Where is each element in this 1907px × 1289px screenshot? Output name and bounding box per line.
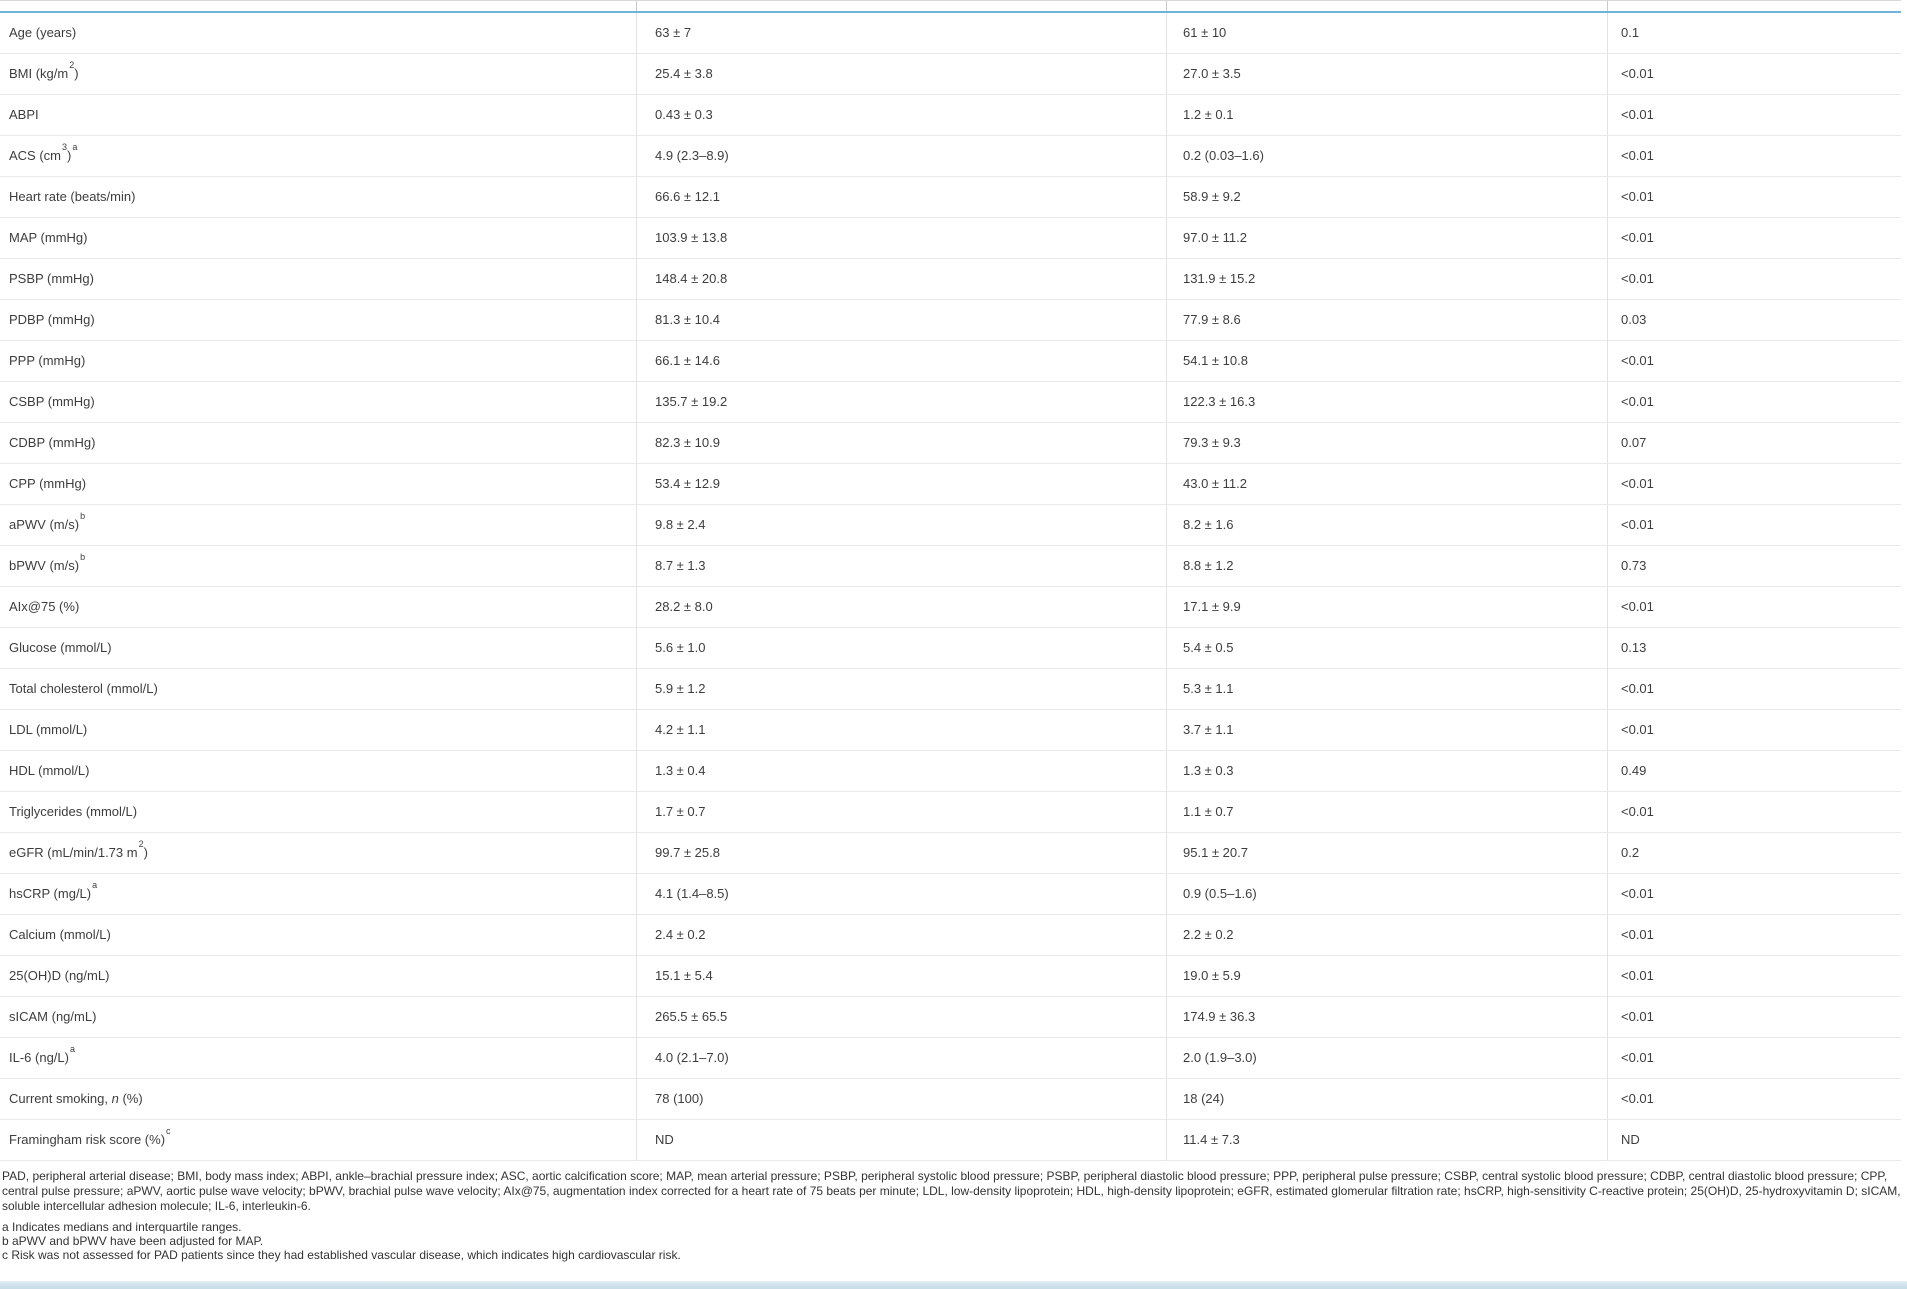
cell-variable-label: MAP (mmHg) [0, 218, 637, 259]
cell-pad-value: 4.2 ± 1.1 [637, 710, 1167, 751]
cell-pad-value: 25.4 ± 3.8 [637, 54, 1167, 95]
table-row [0, 546, 1901, 587]
table-row [0, 177, 1901, 218]
cell-p-value: 0.07 [1608, 423, 1901, 464]
footnote-a: a Indicates medians and interquartile ranges. [2, 1220, 242, 1234]
header-cell-control [1167, 1, 1608, 11]
cell-control-value: 58.9 ± 9.2 [1167, 177, 1608, 218]
table-row [0, 505, 1901, 546]
table-row [0, 956, 1901, 997]
table-row [0, 997, 1901, 1038]
cell-p-value: <0.01 [1608, 956, 1901, 997]
cell-control-value: 97.0 ± 11.2 [1167, 218, 1608, 259]
cell-pad-value: 5.9 ± 1.2 [637, 669, 1167, 710]
cell-variable-label: Current smoking, n (%) [0, 1079, 637, 1120]
cell-pad-value: 66.1 ± 14.6 [637, 341, 1167, 382]
cell-pad-value: 103.9 ± 13.8 [637, 218, 1167, 259]
table-row [0, 1079, 1901, 1120]
cell-control-value: 174.9 ± 36.3 [1167, 997, 1608, 1038]
table-row [0, 1038, 1901, 1079]
cell-variable-label: eGFR (mL/min/1.73 $m^2$) [0, 833, 637, 874]
table-row [0, 218, 1901, 259]
cell-pad-value: 9.8 ± 2.4 [637, 505, 1167, 546]
cell-pad-value: 99.7 ± 25.8 [637, 833, 1167, 874]
table-row [0, 300, 1901, 341]
table-row [0, 95, 1901, 136]
bottom-panel-edge [0, 1281, 1907, 1289]
cell-p-value: <0.01 [1608, 95, 1901, 136]
table-header-fragment [0, 0, 1901, 13]
cell-p-value: 0.49 [1608, 751, 1901, 792]
cell-pad-value: 4.0 (2.1–7.0) [637, 1038, 1167, 1079]
cell-pad-value: 1.3 ± 0.4 [637, 751, 1167, 792]
cell-pad-value: 148.4 ± 20.8 [637, 259, 1167, 300]
table-row [0, 710, 1901, 751]
cell-control-value: 19.0 ± 5.9 [1167, 956, 1608, 997]
cell-pad-value: 81.3 ± 10.4 [637, 300, 1167, 341]
table-row [0, 1120, 1901, 1161]
cell-control-value: 1.1 ± 0.7 [1167, 792, 1608, 833]
cell-variable-label: BMI $(kg/m^2)$ [0, 54, 637, 95]
table-row [0, 136, 1901, 177]
cell-p-value: <0.01 [1608, 587, 1901, 628]
cell-p-value: 0.03 [1608, 300, 1901, 341]
cell-p-value: <0.01 [1608, 874, 1901, 915]
cell-control-value: 131.9 ± 15.2 [1167, 259, 1608, 300]
table-row [0, 587, 1901, 628]
cell-control-value: 61 ± 10 [1167, 13, 1608, 54]
cell-pad-value: 265.5 ± 65.5 [637, 997, 1167, 1038]
header-cell-p [1608, 1, 1901, 11]
cell-control-value: 17.1 ± 9.9 [1167, 587, 1608, 628]
cell-p-value: <0.01 [1608, 915, 1901, 956]
cell-control-value: 43.0 ± 11.2 [1167, 464, 1608, 505]
cell-pad-value: 135.7 ± 19.2 [637, 382, 1167, 423]
cell-control-value: 27.0 ± 3.5 [1167, 54, 1608, 95]
cell-p-value: <0.01 [1608, 218, 1901, 259]
table-row [0, 669, 1901, 710]
cell-p-value: <0.01 [1608, 1079, 1901, 1120]
cell-pad-value: 82.3 ± 10.9 [637, 423, 1167, 464]
cell-variable-label: CDBP (mmHg) [0, 423, 637, 464]
cell-variable-label: bPWV $(m/s)^b$ [0, 546, 637, 587]
footnote-b: b aPWV and bPWV have been adjusted for MAP. [2, 1234, 264, 1248]
cell-variable-label: AIx@75 (%) [0, 587, 637, 628]
cell-variable-label: CPP (mmHg) [0, 464, 637, 505]
cell-variable-label: sICAM (ng/mL) [0, 997, 637, 1038]
table-row [0, 833, 1901, 874]
cell-p-value: 0.2 [1608, 833, 1901, 874]
abbreviations-note: PAD, peripheral arterial disease; BMI, body mass index; ABPI, ankle–brachial pressure index; ASC, aortic calcification score; MAP, mean arterial pressure; PSBP, peripheral systolic blood pressure; PSBP, peripheral diastolic blood pressure; PPP, peripheral pulse pressure; CSBP, central systolic blood pressure; CDBP, central diastolic blood pressure; CPP, central pulse pressure; aPWV, aortic pulse wave velocity; bPWV, brachial pulse wave velocity; AIx@75, augmentation index corrected for a heart rate of 75 beats per minute; LDL, low-density lipoprotein; HDL, high-density lipoprotein; eGFR, estimated glomerular filtration rate; hsCRP, high-sensitivity C-reactive protein; 25(OH)D, 25-hydroxyvitamin D; sICAM, soluble intercellular adhesion molecule; IL-6, interleukin-6. [2, 1169, 1901, 1213]
table-row [0, 628, 1901, 669]
cell-pad-value: 66.6 ± 12.1 [637, 177, 1167, 218]
cell-p-value: <0.01 [1608, 997, 1901, 1038]
cell-p-value: <0.01 [1608, 792, 1901, 833]
table-row [0, 915, 1901, 956]
cell-variable-label: Triglycerides (mmol/L) [0, 792, 637, 833]
footnote-c: c Risk was not assessed for PAD patients since they had established vascular disease, which indicates high cardiovascular risk. [2, 1248, 681, 1262]
cell-variable-label: CSBP (mmHg) [0, 382, 637, 423]
cell-control-value: 2.0 (1.9–3.0) [1167, 1038, 1608, 1079]
header-cell-variable [0, 1, 637, 11]
cell-pad-value: 4.1 (1.4–8.5) [637, 874, 1167, 915]
cell-pad-value: 4.9 (2.3–8.9) [637, 136, 1167, 177]
table-row [0, 423, 1901, 464]
cell-variable-label: ABPI [0, 95, 637, 136]
cell-control-value: 1.2 ± 0.1 [1167, 95, 1608, 136]
table-row [0, 54, 1901, 95]
cell-pad-value: 63 ± 7 [637, 13, 1167, 54]
cell-p-value: <0.01 [1608, 710, 1901, 751]
table-row [0, 382, 1901, 423]
cell-control-value: 5.4 ± 0.5 [1167, 628, 1608, 669]
cell-p-value: <0.01 [1608, 259, 1901, 300]
cell-control-value: 79.3 ± 9.3 [1167, 423, 1608, 464]
cell-variable-label: Total cholesterol (mmol/L) [0, 669, 637, 710]
cell-p-value: <0.01 [1608, 505, 1901, 546]
cell-variable-label: PSBP (mmHg) [0, 259, 637, 300]
cell-p-value: ND [1608, 1120, 1901, 1161]
cell-p-value: 0.73 [1608, 546, 1901, 587]
table-body [0, 13, 1901, 1161]
cell-variable-label: Calcium (mmol/L) [0, 915, 637, 956]
cell-pad-value: 15.1 ± 5.4 [637, 956, 1167, 997]
cell-variable-label: Age (years) [0, 13, 637, 54]
cell-control-value: 0.9 (0.5–1.6) [1167, 874, 1608, 915]
header-cell-pad [637, 1, 1167, 11]
cell-control-value: 0.2 (0.03–1.6) [1167, 136, 1608, 177]
cell-control-value: 8.8 ± 1.2 [1167, 546, 1608, 587]
cell-control-value: 95.1 ± 20.7 [1167, 833, 1608, 874]
cell-p-value: <0.01 [1608, 341, 1901, 382]
cell-control-value: 1.3 ± 0.3 [1167, 751, 1608, 792]
cell-p-value: <0.01 [1608, 1038, 1901, 1079]
cell-pad-value: 8.7 ± 1.3 [637, 546, 1167, 587]
cell-control-value: 8.2 ± 1.6 [1167, 505, 1608, 546]
cell-control-value: 77.9 ± 8.6 [1167, 300, 1608, 341]
cell-variable-label: aPWV $(m/s)^b$ [0, 505, 637, 546]
table-row [0, 259, 1901, 300]
cell-variable-label: HDL (mmol/L) [0, 751, 637, 792]
cell-control-value: 5.3 ± 1.1 [1167, 669, 1608, 710]
cell-pad-value: 5.6 ± 1.0 [637, 628, 1167, 669]
cell-variable-label: Glucose (mmol/L) [0, 628, 637, 669]
cell-variable-label: hsCRP $(mg/L)^a$ [0, 874, 637, 915]
cell-p-value: <0.01 [1608, 177, 1901, 218]
cell-variable-label: IL-6 $(ng/L)^a$ [0, 1038, 637, 1079]
cell-control-value: 3.7 ± 1.1 [1167, 710, 1608, 751]
cell-variable-label: Heart rate (beats/min) [0, 177, 637, 218]
cell-p-value: <0.01 [1608, 669, 1901, 710]
cell-pad-value: 53.4 ± 12.9 [637, 464, 1167, 505]
cell-pad-value: ND [637, 1120, 1167, 1161]
cell-pad-value: 78 (100) [637, 1079, 1167, 1120]
cell-variable-label: 25(OH)D (ng/mL) [0, 956, 637, 997]
table-row [0, 874, 1901, 915]
cell-p-value: <0.01 [1608, 464, 1901, 505]
table-row [0, 464, 1901, 505]
cell-pad-value: 1.7 ± 0.7 [637, 792, 1167, 833]
cell-p-value: <0.01 [1608, 54, 1901, 95]
table-footnotes [2, 1169, 1903, 1262]
cell-variable-label: Framingham risk score (%)$^c$ [0, 1120, 637, 1161]
footnote-list [2, 1220, 1903, 1262]
cell-control-value: 54.1 ± 10.8 [1167, 341, 1608, 382]
cell-pad-value: 28.2 ± 8.0 [637, 587, 1167, 628]
table-row [0, 341, 1901, 382]
cell-p-value: 0.13 [1608, 628, 1901, 669]
cell-control-value: 11.4 ± 7.3 [1167, 1120, 1608, 1161]
cell-p-value: <0.01 [1608, 382, 1901, 423]
cell-pad-value: 2.4 ± 0.2 [637, 915, 1167, 956]
cell-control-value: 122.3 ± 16.3 [1167, 382, 1608, 423]
cell-variable-label: PDBP (mmHg) [0, 300, 637, 341]
table-row [0, 792, 1901, 833]
cell-control-value: 18 (24) [1167, 1079, 1608, 1120]
table-row [0, 751, 1901, 792]
cell-control-value: 2.2 ± 0.2 [1167, 915, 1608, 956]
cell-pad-value: 0.43 ± 0.3 [637, 95, 1167, 136]
table-row [0, 13, 1901, 54]
cell-variable-label: LDL (mmol/L) [0, 710, 637, 751]
cell-variable-label: ACS $(cm^3)^a$ [0, 136, 637, 177]
cell-p-value: 0.1 [1608, 13, 1901, 54]
cell-p-value: <0.01 [1608, 136, 1901, 177]
cell-variable-label: PPP (mmHg) [0, 341, 637, 382]
